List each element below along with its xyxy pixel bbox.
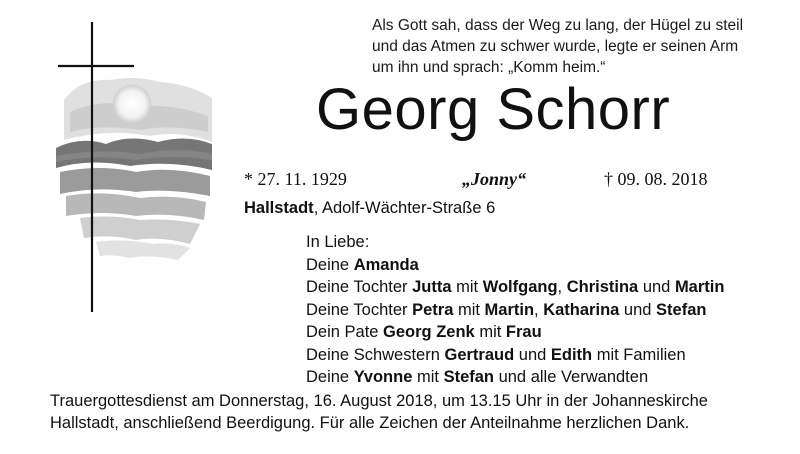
mourners-list [306, 231, 724, 389]
mourner-name: Frau [505, 323, 542, 341]
mourner-text: Deine Tochter [306, 300, 413, 319]
birth-date: * 27. 11. 1929 [244, 169, 347, 189]
mourner-text: Dein Pate [306, 323, 384, 341]
address [244, 199, 495, 218]
mourner-name: Christina [566, 278, 639, 296]
mourner-name: Wolfgang [482, 278, 558, 296]
mourner-text: mit [412, 368, 444, 386]
quote-line: und das Atmen zu schwer wurde, legte er seinen Arm [372, 38, 739, 55]
mourner-name: Amanda [353, 255, 419, 274]
quote-line: um ihn und sprach: „Komm heim.“ [372, 59, 606, 76]
mourner-text: mit [474, 323, 506, 341]
funeral-notice [50, 391, 790, 434]
mourner-text: und [514, 345, 551, 364]
mourner-line [306, 321, 724, 344]
address-city: Hallstadt [244, 199, 314, 217]
mourner-text: und alle Verwandten [494, 368, 649, 386]
mourner-text: Deine Tochter [306, 278, 413, 296]
mourner-text: mit [453, 300, 485, 319]
funeral-notice-line: Hallstadt, anschließend Beerdigung. Für alle Zeichen der Anteilnahme herzlichen Dank. [50, 413, 690, 432]
mourner-text: mit Familien [592, 345, 686, 364]
quote-line: Als Gott sah, dass der Weg zu lang, der Hügel zu steil [372, 17, 744, 34]
mourner-name: Georg Zenk [383, 323, 475, 341]
cross-landscape-illustration [40, 20, 220, 320]
death-date: † 09. 08. 2018 [604, 169, 708, 189]
address-street: , Adolf-Wächter-Straße 6 [313, 199, 496, 217]
mourner-text: mit [451, 278, 483, 296]
funeral-notice-line: Trauergottesdienst am Donnerstag, 16. August 2018, um 13.15 Uhr in der Johanneskirche [50, 392, 708, 410]
mourner-text: Deine Schwestern [306, 345, 445, 364]
mourner-name: Martin [484, 300, 535, 319]
mourner-name: Jutta [412, 278, 452, 296]
mourner-text: Deine [306, 255, 354, 274]
mourner-text: Deine [306, 368, 354, 386]
mourner-name: Yvonne [353, 368, 413, 386]
mourner-line [306, 276, 724, 299]
mourner-line [306, 344, 724, 367]
mourner-name: Edith [550, 345, 593, 364]
mourner-name: Petra [412, 300, 454, 319]
mourner-name: Gertraud [444, 345, 515, 364]
nickname: „Jonny“ [462, 169, 527, 189]
mourner-text: und [638, 278, 675, 296]
mourner-text: , [557, 278, 567, 296]
mourner-text: , [534, 300, 544, 319]
mourner-line [306, 299, 724, 322]
mourners-intro: In Liebe: [306, 233, 370, 251]
mourner-name: Martin [674, 278, 725, 296]
memorial-quote [372, 15, 792, 78]
mourner-name: Stefan [656, 300, 707, 319]
mourner-name: Stefan [443, 368, 494, 386]
deceased-name: Georg Schorr [316, 77, 671, 142]
mourner-line [306, 366, 724, 389]
mourner-line [306, 254, 724, 277]
mourner-name: Katharina [543, 300, 620, 319]
mourner-text: und [619, 300, 657, 319]
sun-icon [113, 85, 151, 123]
